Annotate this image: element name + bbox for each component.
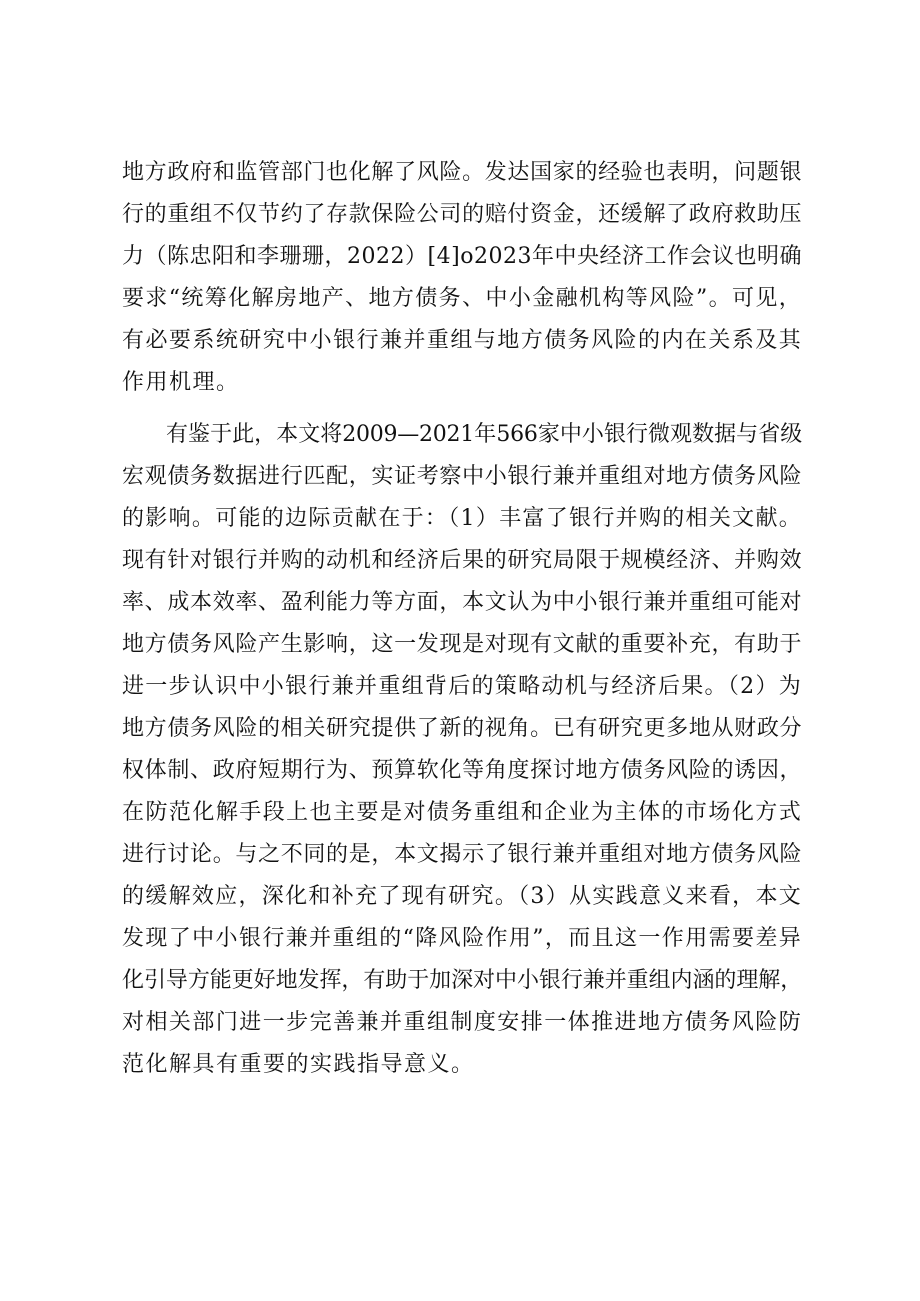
- text-line: 发现了中小银行兼并重组的“降风险作用”，而且这一作用需要差异: [122, 926, 802, 951]
- text-line: 范化解具有重要的实践指导意义。: [122, 1052, 475, 1077]
- text-line: 权体制、政府短期行为、预算软化等角度探讨地方债务风险的诱因，: [122, 758, 802, 783]
- paragraph-gap: [122, 404, 802, 414]
- text-line: 要求“统筹化解房地产、地方债务、中小金融机构等风险”。可见，: [122, 286, 802, 311]
- text-line: 作用机理。: [122, 370, 240, 395]
- text-line: 进一步认识中小银行兼并重组背后的策略动机与经济后果。（2）为: [122, 674, 802, 699]
- text-line: 进行讨论。与之不同的是，本文揭示了银行兼并重组对地方债务风险: [122, 842, 802, 867]
- body-text: [122, 152, 802, 1086]
- text-line: 的缓解效应，深化和补充了现有研究。（3）从实践意义来看，本文: [122, 884, 802, 909]
- text-line: 有鉴于此，本文将2009—2021年566家中小银行微观数据与省级: [166, 422, 802, 447]
- text-line: 在防范化解手段上也主要是对债务重组和企业为主体的市场化方式: [122, 800, 802, 825]
- text-line: 化引导方能更好地发挥，有助于加深对中小银行兼并重组内涵的理解，: [122, 968, 802, 993]
- text-line: 有必要系统研究中小银行兼并重组与地方债务风险的内在关系及其: [122, 328, 802, 353]
- paragraph-2: [122, 414, 802, 1086]
- text-line: 行的重组不仅节约了存款保险公司的赔付资金，还缓解了政府救助压: [122, 202, 802, 227]
- text-line: 的影响。可能的边际贡献在于：（1）丰富了银行并购的相关文献。: [122, 506, 802, 531]
- text-line: 率、成本效率、盈利能力等方面，本文认为中小银行兼并重组可能对: [122, 590, 802, 615]
- text-line: 地方债务风险的相关研究提供了新的视角。已有研究更多地从财政分: [122, 716, 802, 741]
- text-line: 力（陈忠阳和李珊珊，2022）[4]o2023年中央经济工作会议也明确: [122, 244, 802, 269]
- paragraph-1: [122, 152, 802, 404]
- text-line: 对相关部门进一步完善兼并重组制度安排一体推进地方债务风险防: [122, 1010, 802, 1035]
- text-line: 地方债务风险产生影响，这一发现是对现有文献的重要补充，有助于: [122, 632, 802, 657]
- text-line: 现有针对银行并购的动机和经济后果的研究局限于规模经济、并购效: [122, 548, 802, 573]
- text-line: 宏观债务数据进行匹配，实证考察中小银行兼并重组对地方债务风险: [122, 464, 802, 489]
- text-line: 地方政府和监管部门也化解了风险。发达国家的经验也表明，问题银: [122, 160, 802, 185]
